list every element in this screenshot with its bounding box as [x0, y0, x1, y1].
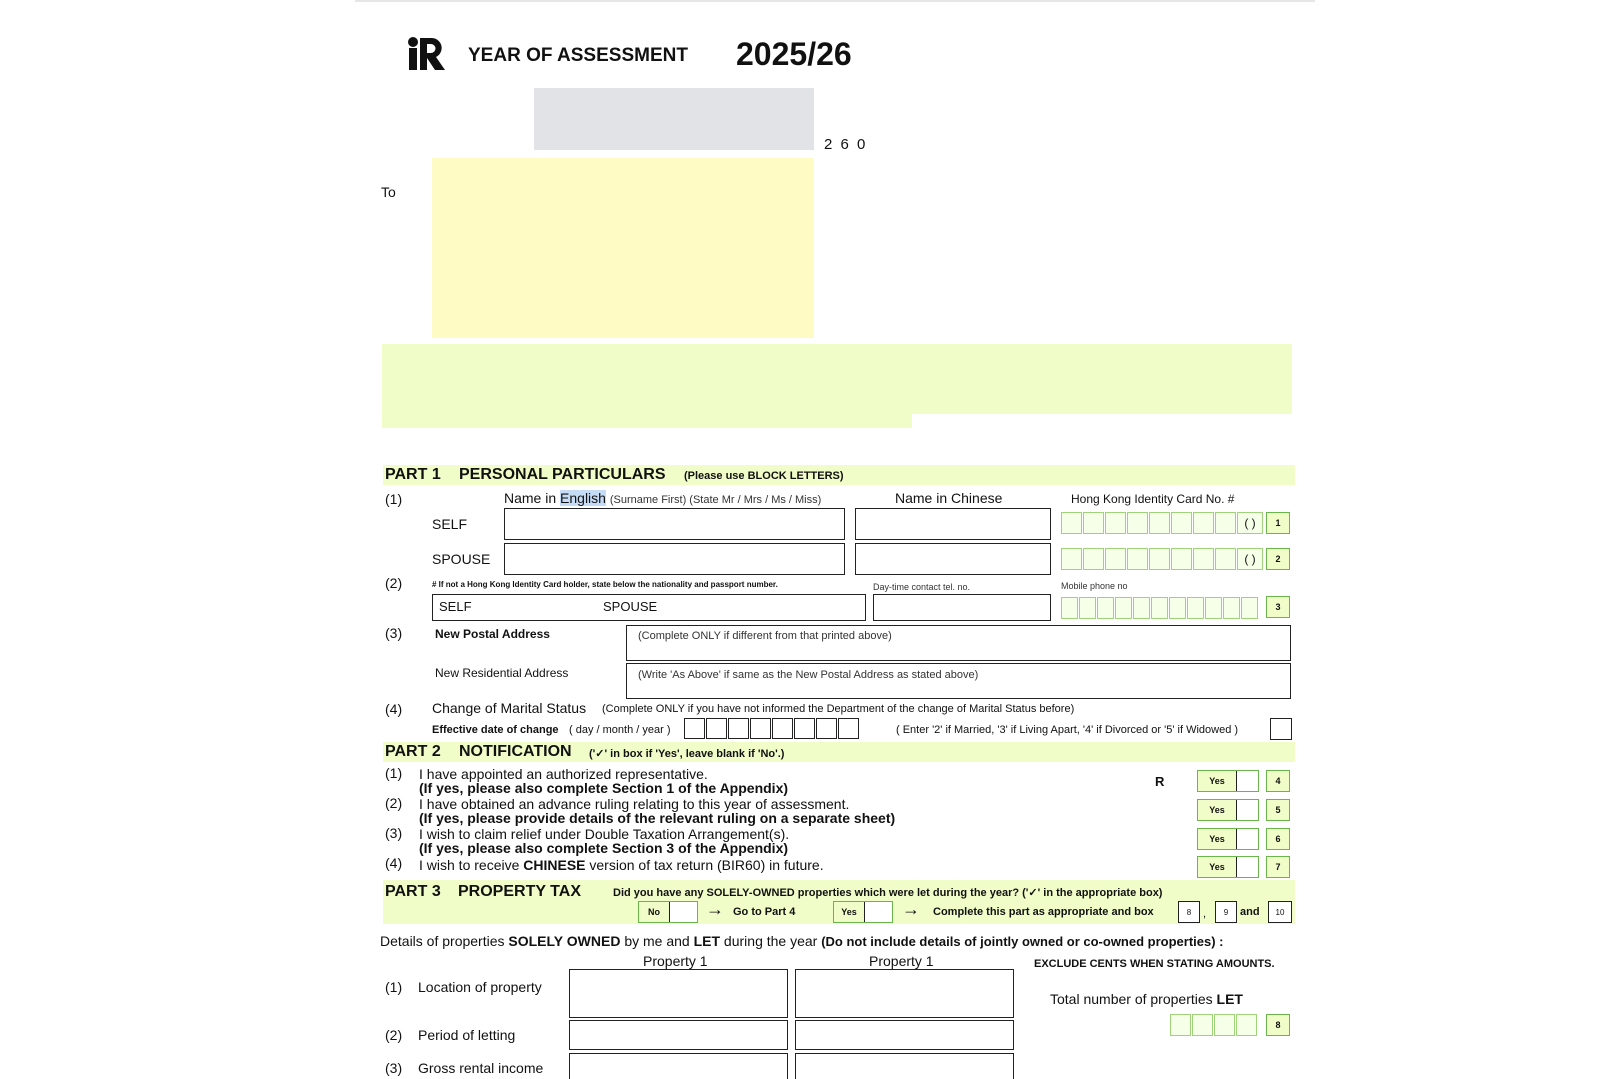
- p2-item3-line1: I wish to claim relief under Double Taxation Arrangement(s).: [419, 826, 790, 842]
- info-banner-tail: [382, 414, 912, 428]
- part1-item4: (4): [385, 701, 403, 717]
- p2-item3-line2: (If yes, please also complete Section 3 of the Appendix): [419, 840, 789, 856]
- part1-item3: (3): [385, 625, 403, 641]
- p2-item3-yes[interactable]: [1197, 828, 1259, 850]
- self-label: SELF: [432, 516, 468, 532]
- p3-row3-label: Gross rental income: [418, 1060, 544, 1076]
- total-properties-label: [1050, 991, 1243, 1007]
- part3-yes-option[interactable]: [833, 901, 893, 923]
- spouse-label: SPOUSE: [432, 551, 491, 567]
- p2-item2-line1: I have obtained an advance ruling relating to this year of assessment.: [419, 796, 850, 812]
- ird-logo-icon: [407, 36, 447, 72]
- part3-question: Did you have any SOLELY-OWNED properties which were let during the year? ('✓' in the appropriate box): [613, 887, 1163, 899]
- yes-label: Yes: [1209, 834, 1225, 844]
- property-2-rental-input[interactable]: [795, 1053, 1014, 1079]
- yes-checkbox[interactable]: [1236, 800, 1258, 820]
- daytime-tel-label: Day-time contact tel. no.: [873, 582, 971, 592]
- spouse-hkid-input[interactable]: [1061, 548, 1264, 570]
- yes-label: Yes: [1209, 805, 1225, 815]
- exclude-cents-note: EXCLUDE CENTS WHEN STATING AMOUNTS.: [1034, 958, 1275, 970]
- p2-item2-yes[interactable]: [1197, 799, 1259, 821]
- property-1-rental-input[interactable]: [569, 1053, 788, 1079]
- p2-item4-num: (4): [385, 855, 403, 871]
- total-properties-input[interactable]: [1170, 1014, 1258, 1036]
- to-label: To: [381, 184, 396, 200]
- part1-item1: (1): [385, 491, 403, 507]
- spouse-passport-label: SPOUSE: [603, 599, 658, 614]
- property-2-location-input[interactable]: [795, 969, 1014, 1018]
- name-english-highlight: English: [560, 490, 606, 506]
- details-text: [380, 933, 1224, 949]
- part2-note: ('✓' in box if 'Yes', leave blank if 'No'.): [589, 748, 785, 760]
- no-checkbox[interactable]: [669, 902, 697, 922]
- assessment-year: 2025/26: [736, 36, 852, 72]
- address-field[interactable]: [432, 158, 814, 338]
- part3-title: PROPERTY TAX: [458, 883, 581, 900]
- box-10-ref-label: 10: [1275, 907, 1285, 917]
- postal-address-label: New Postal Address: [435, 627, 550, 641]
- effective-date-label: Effective date of change: [432, 724, 559, 736]
- goto-part4: Go to Part 4: [733, 906, 796, 918]
- self-hkid-check-digit[interactable]: ( ): [1237, 512, 1263, 534]
- box-10-ref: [1268, 901, 1292, 923]
- and-sep: and: [1240, 906, 1260, 918]
- p2-item4-yes[interactable]: [1197, 856, 1259, 878]
- part2-number: PART 2: [385, 743, 441, 760]
- mobile-label: Mobile phone no: [1061, 581, 1128, 591]
- daytime-tel-input[interactable]: [873, 594, 1051, 621]
- p2-item4-line1: [419, 857, 824, 873]
- spouse-name-chinese-input[interactable]: [855, 543, 1051, 575]
- part2-title: NOTIFICATION: [459, 743, 572, 760]
- p3-row1-num: (1): [385, 979, 403, 995]
- box-7: 7: [1266, 856, 1290, 878]
- name-english-header: [504, 490, 821, 506]
- part3-number: PART 3: [385, 883, 441, 900]
- part1-title: PERSONAL PARTICULARS: [459, 466, 666, 483]
- details-f: (Do not include details of jointly owned or co-owned properties) :: [821, 934, 1224, 949]
- self-name-english-input[interactable]: [504, 508, 845, 540]
- form-code: 2 6 0: [824, 136, 868, 153]
- arrow-icon: →: [706, 899, 724, 919]
- hkid-header: Hong Kong Identity Card No. #: [1071, 492, 1235, 506]
- box-3: 3: [1266, 596, 1290, 618]
- top-border: [355, 0, 1315, 2]
- yes-label: Yes: [1209, 776, 1225, 786]
- marital-code-note: ( Enter '2' if Married, '3' if Living Apart, '4' if Divorced or '5' if Widowed ): [896, 724, 1239, 736]
- non-hkid-note: # If not a Hong Kong Identity Card holder, state below the nationality and passport number.: [432, 580, 778, 589]
- part1-item2: (2): [385, 575, 403, 591]
- arrow-icon-2: →: [902, 899, 920, 919]
- yes-label: Yes: [1209, 862, 1225, 872]
- p2-item2-num: (2): [385, 795, 403, 811]
- assessment-title: YEAR OF ASSESSMENT: [468, 45, 688, 66]
- box-5: 5: [1266, 799, 1290, 821]
- property-1-period-input[interactable]: [569, 1020, 788, 1050]
- no-label: No: [648, 907, 660, 917]
- property-1-location-input[interactable]: [569, 969, 788, 1018]
- marital-status-label: Change of Marital Status: [432, 700, 587, 716]
- p2-item1-num: (1): [385, 765, 403, 781]
- self-hkid-input[interactable]: [1061, 512, 1264, 534]
- effective-date-note: ( day / month / year ): [569, 724, 671, 736]
- p2-item2-line2: (If yes, please provide details of the relevant ruling on a separate sheet): [419, 810, 896, 826]
- yes-checkbox[interactable]: [1236, 771, 1258, 791]
- info-banner: [382, 344, 1292, 414]
- name-english-note: (Surname First) (State Mr / Mrs / Ms / Miss): [609, 494, 822, 506]
- mobile-phone-input[interactable]: [1061, 597, 1259, 619]
- name-chinese-header: Name in Chinese: [895, 490, 1003, 506]
- box-8-ref: [1178, 901, 1200, 923]
- p2-item1-line1: I have appointed an authorized representative.: [419, 766, 708, 782]
- effective-date-input[interactable]: [684, 718, 860, 739]
- part1-number: PART 1: [385, 466, 441, 483]
- box-9-ref: [1215, 901, 1237, 923]
- box-8-ref-label: 8: [1186, 907, 1192, 917]
- property-2-header: Property 1: [869, 953, 934, 969]
- spouse-hkid-check-digit[interactable]: ( ): [1237, 548, 1263, 570]
- spouse-name-english-input[interactable]: [504, 543, 845, 575]
- details-d: LET: [693, 933, 721, 949]
- yes-checkbox[interactable]: [864, 902, 892, 922]
- details-c: by me and: [620, 933, 694, 949]
- p2-item1-line2: (If yes, please also complete Section 1 of the Appendix): [419, 780, 789, 796]
- name-english-label: Name in: [504, 490, 557, 506]
- part3-no-option[interactable]: [638, 901, 698, 923]
- p2-item3-num: (3): [385, 825, 403, 841]
- yes-checkbox[interactable]: [1236, 857, 1258, 877]
- box-8: 8: [1266, 1014, 1290, 1036]
- marital-status-note: (Complete ONLY if you have not informed the Department of the change of Marital Status before): [602, 703, 1075, 715]
- comma-sep: ,: [1203, 908, 1207, 920]
- yes-checkbox[interactable]: [1236, 829, 1258, 849]
- redacted-block: [534, 88, 814, 150]
- box-4: 4: [1266, 770, 1290, 792]
- details-e: during the year: [720, 933, 822, 949]
- self-name-chinese-input[interactable]: [855, 508, 1051, 540]
- p2-item4-a: I wish to receive: [419, 857, 524, 873]
- p3-row3-num: (3): [385, 1060, 403, 1076]
- ird-logo: [407, 36, 447, 72]
- property-1-header: Property 1: [643, 953, 708, 969]
- complete-part-note: Complete this part as appropriate and box: [933, 906, 1154, 918]
- p3-row2-label: Period of letting: [418, 1027, 516, 1043]
- r-mark: R: [1155, 774, 1165, 789]
- p3-row1-label: Location of property: [418, 979, 542, 995]
- yes-label: Yes: [841, 907, 857, 917]
- part1-note: (Please use BLOCK LETTERS): [684, 470, 844, 482]
- p2-item4-b: CHINESE: [523, 857, 586, 873]
- box-1: 1: [1266, 512, 1290, 534]
- marital-code-input[interactable]: [1270, 718, 1292, 740]
- residential-address-hint: (Write 'As Above' if same as the New Postal Address as stated above): [638, 669, 979, 681]
- box-9-ref-label: 9: [1223, 907, 1229, 917]
- residential-address-label: New Residential Address: [435, 666, 569, 680]
- box-6: 6: [1266, 828, 1290, 850]
- details-b: SOLELY OWNED: [508, 933, 621, 949]
- self-passport-label: SELF: [439, 599, 472, 614]
- total-b: LET: [1216, 991, 1243, 1007]
- p2-item4-c: version of tax return (BIR60) in future.: [585, 857, 824, 873]
- p2-item1-yes[interactable]: [1197, 770, 1259, 792]
- property-2-period-input[interactable]: [795, 1020, 1014, 1050]
- details-a: Details of properties: [380, 933, 509, 949]
- postal-address-hint: (Complete ONLY if different from that printed above): [638, 630, 892, 642]
- p3-row2-num: (2): [385, 1027, 403, 1043]
- box-2: 2: [1266, 548, 1290, 570]
- total-a: Total number of properties: [1050, 991, 1217, 1007]
